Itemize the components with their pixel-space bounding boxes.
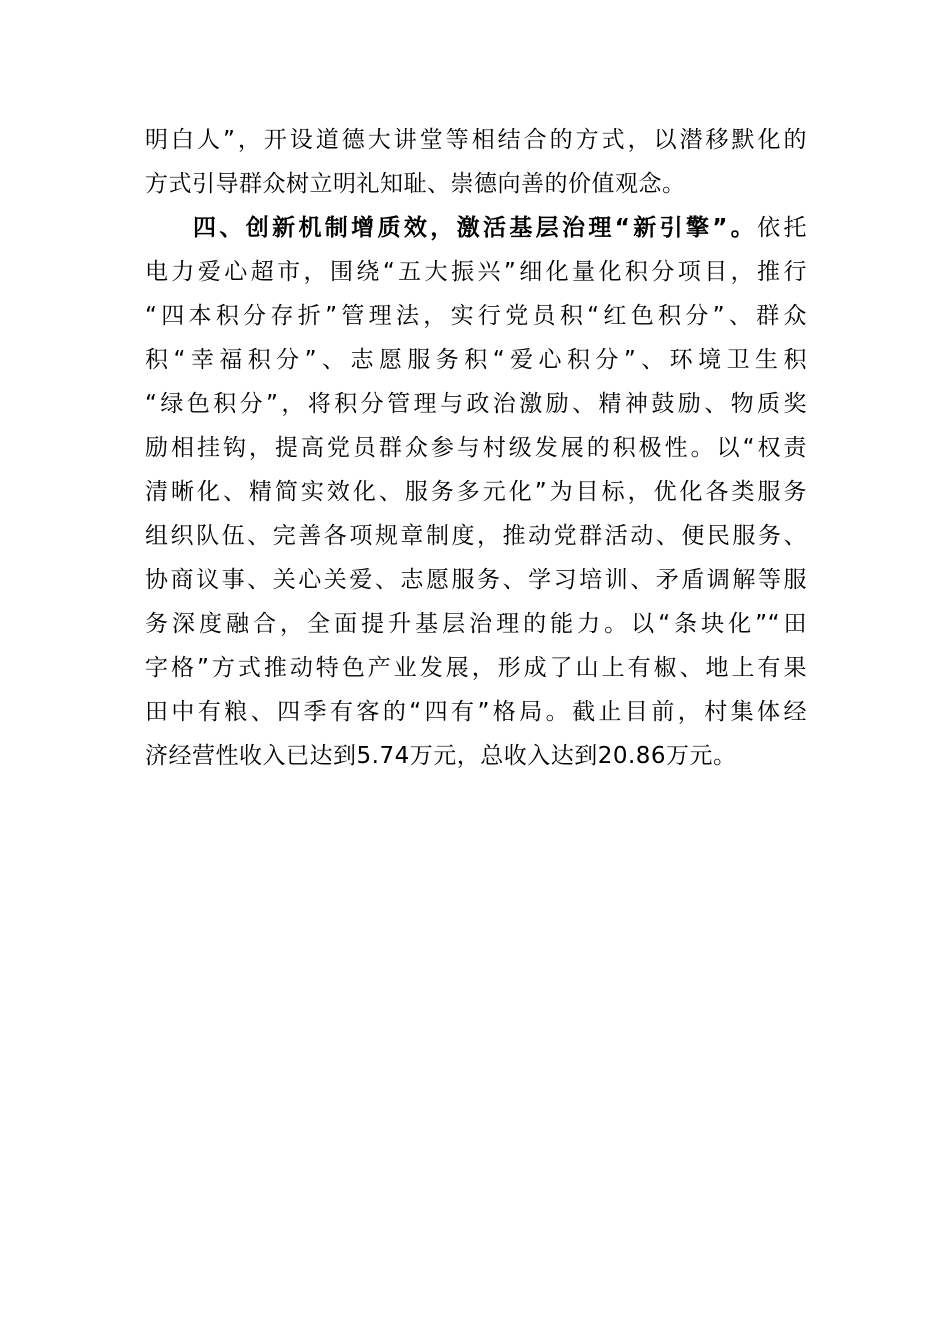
paragraph-2-line-9: 协商议事、关心关爱、志愿服务、学习培训、矛盾调解等服	[145, 567, 807, 593]
paragraph-2-line-10: 务深度融合，全面提升基层治理的能力。以“条块化”“田	[145, 611, 807, 637]
paragraph-2-line-1-rest: 依托	[757, 215, 807, 241]
paragraph-2-line-13: 济经营性收入已达到5.74万元，总收入达到20.86万元。	[145, 743, 737, 769]
paragraph-1-line-1: 明白人”，开设道德大讲堂等相结合的方式，以潜移默化的	[145, 127, 807, 153]
paragraph-2-line-4: 积“幸福积分”、志愿服务积“爱心积分”、环境卫生积	[145, 347, 807, 373]
paragraph-2-line-1	[193, 208, 807, 248]
paragraph-2-line-3: “四本积分存折”管理法，实行党员积“红色积分”、群众	[145, 303, 807, 329]
paragraph-2-line-7: 清晰化、精简实效化、服务多元化”为目标，优化各类服务	[145, 479, 807, 505]
paragraph-2-line-8: 组织队伍、完善各项规章制度，推动党群活动、便民服务、	[145, 523, 807, 549]
paragraph-1-line-2: 方式引导群众树立明礼知耻、崇德向善的价值观念。	[145, 171, 686, 197]
paragraph-2-line-5: “绿色积分”，将积分管理与政治激励、精神鼓励、物质奖	[145, 391, 807, 417]
paragraph-2-line-11: 字格”方式推动特色产业发展，形成了山上有椒、地上有果	[145, 655, 807, 681]
paragraph-2-line-12: 田中有粮、四季有客的“四有”格局。截止目前，村集体经	[145, 699, 807, 725]
section-heading: 四、创新机制增质效，激活基层治理“新引擎”。	[193, 215, 758, 241]
paragraph-2-line-2: 电力爱心超市，围绕“五大振兴”细化量化积分项目，推行	[145, 259, 807, 285]
paragraph-2-line-6: 励相挂钩，提高党员群众参与村级发展的积极性。以“权责	[145, 435, 807, 461]
